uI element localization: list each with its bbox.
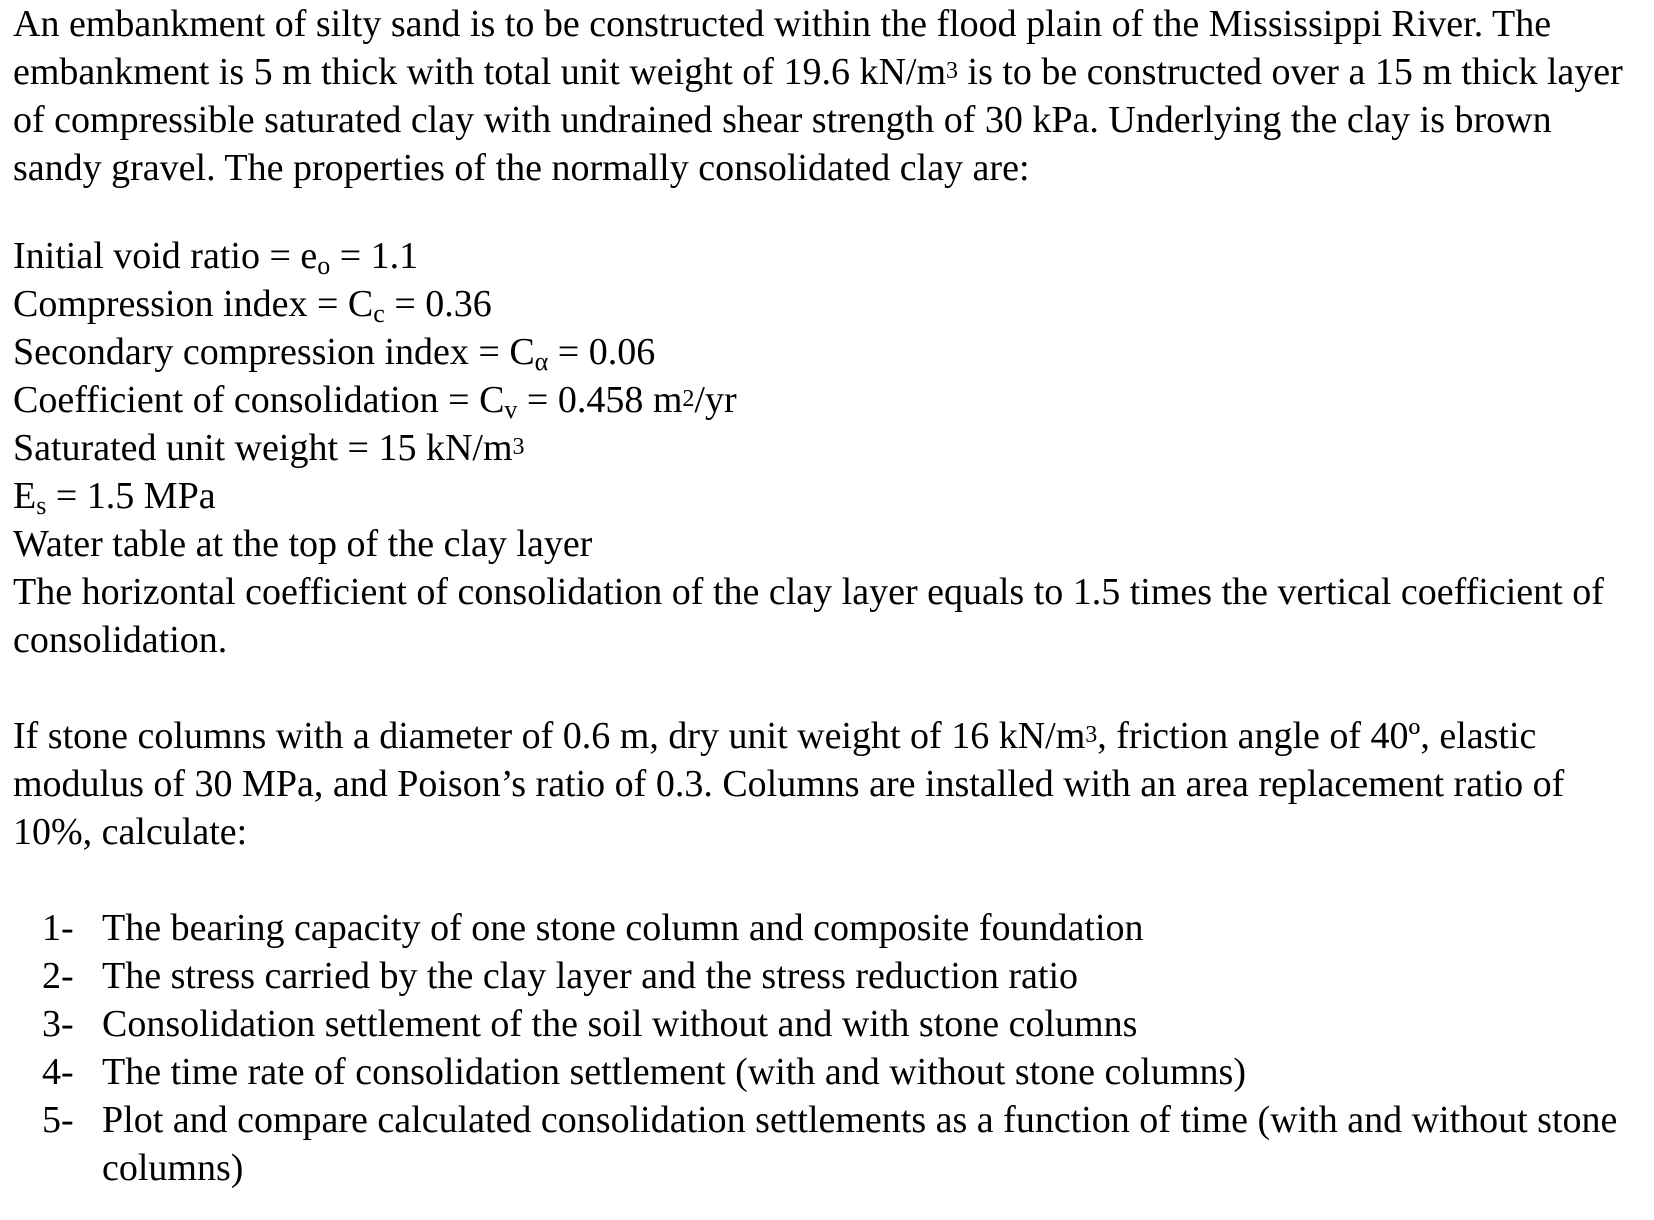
spacer [13, 664, 1643, 712]
list-number: 5- [42, 1099, 74, 1141]
list-item [13, 952, 1643, 1000]
spacer [13, 856, 1643, 904]
list-number: 3- [42, 1003, 74, 1045]
property-horizontal-cv: The horizontal coefficient of consolidation of the clay layer equals to 1.5 times the vertical coefficient of consolidation. [13, 571, 1604, 661]
list-item [13, 904, 1643, 952]
list-text: Consolidation settlement of the soil without and with stone columns [102, 1003, 1138, 1045]
list-text: The stress carried by the clay layer and the stress reduction ratio [102, 955, 1079, 997]
list-number: 4- [42, 1051, 74, 1093]
list-item [13, 1096, 1643, 1192]
list-number: 2- [42, 955, 74, 997]
property-saturated-unit-weight: Saturated unit weight = 15 $kN/m^3$ [13, 427, 525, 469]
list-text: The time rate of consolidation settlement (with and without stone columns) [102, 1051, 1246, 1093]
stone-columns-paragraph: If stone columns with a diameter of 0.6 m, dry unit weight of 16 $kN/m^3$, friction angle of 40º, elastic modulus of 30 MPa, and Poison’s ratio of 0.3. Columns are installed with an area replacement ratio of 10%, calculate: [13, 715, 1565, 853]
intro-paragraph [13, 0, 1643, 192]
intro-text-rest: is to be constructed over a 15 m thick layer of compressible saturated clay with undrained shear strength of 30 kPa. Underlying the clay is brown sandy gravel. The properties of the normally consolidated clay are: [13, 51, 1623, 189]
property-coefficient-of-consolidation: Coefficient of consolidation = Cv = 0.458 $m^2/yr$ [13, 379, 737, 424]
property-es: Es = 1.5 MPa [13, 475, 216, 520]
property-secondary-compression-index: Secondary compression index = Cα = 0.06 [13, 331, 656, 376]
document-page [13, 0, 1643, 1192]
intro-text: An embankment of silty sand is to be constructed within the flood plain of the Mississippi River. The embankment is 5 m thick with total unit weight of 19.6 kN/m [13, 3, 1552, 93]
list-number: 1- [42, 907, 74, 949]
property-compression-index: Compression index = Cc = 0.36 [13, 283, 492, 328]
list-text: Plot and compare calculated consolidation settlements as a function of time (with and without stone columns) [102, 1099, 1618, 1189]
spacer [13, 192, 1643, 232]
property-water-table: Water table at the top of the clay layer [13, 523, 593, 565]
clay-properties-list [13, 232, 1643, 664]
task-list [13, 904, 1643, 1192]
property-void-ratio: Initial void ratio = eo = 1.1 [13, 235, 419, 280]
list-item [13, 1048, 1643, 1096]
intro-superscript: 3 [946, 58, 959, 84]
list-item [13, 1000, 1643, 1048]
list-text: The bearing capacity of one stone column and composite foundation [102, 907, 1144, 949]
